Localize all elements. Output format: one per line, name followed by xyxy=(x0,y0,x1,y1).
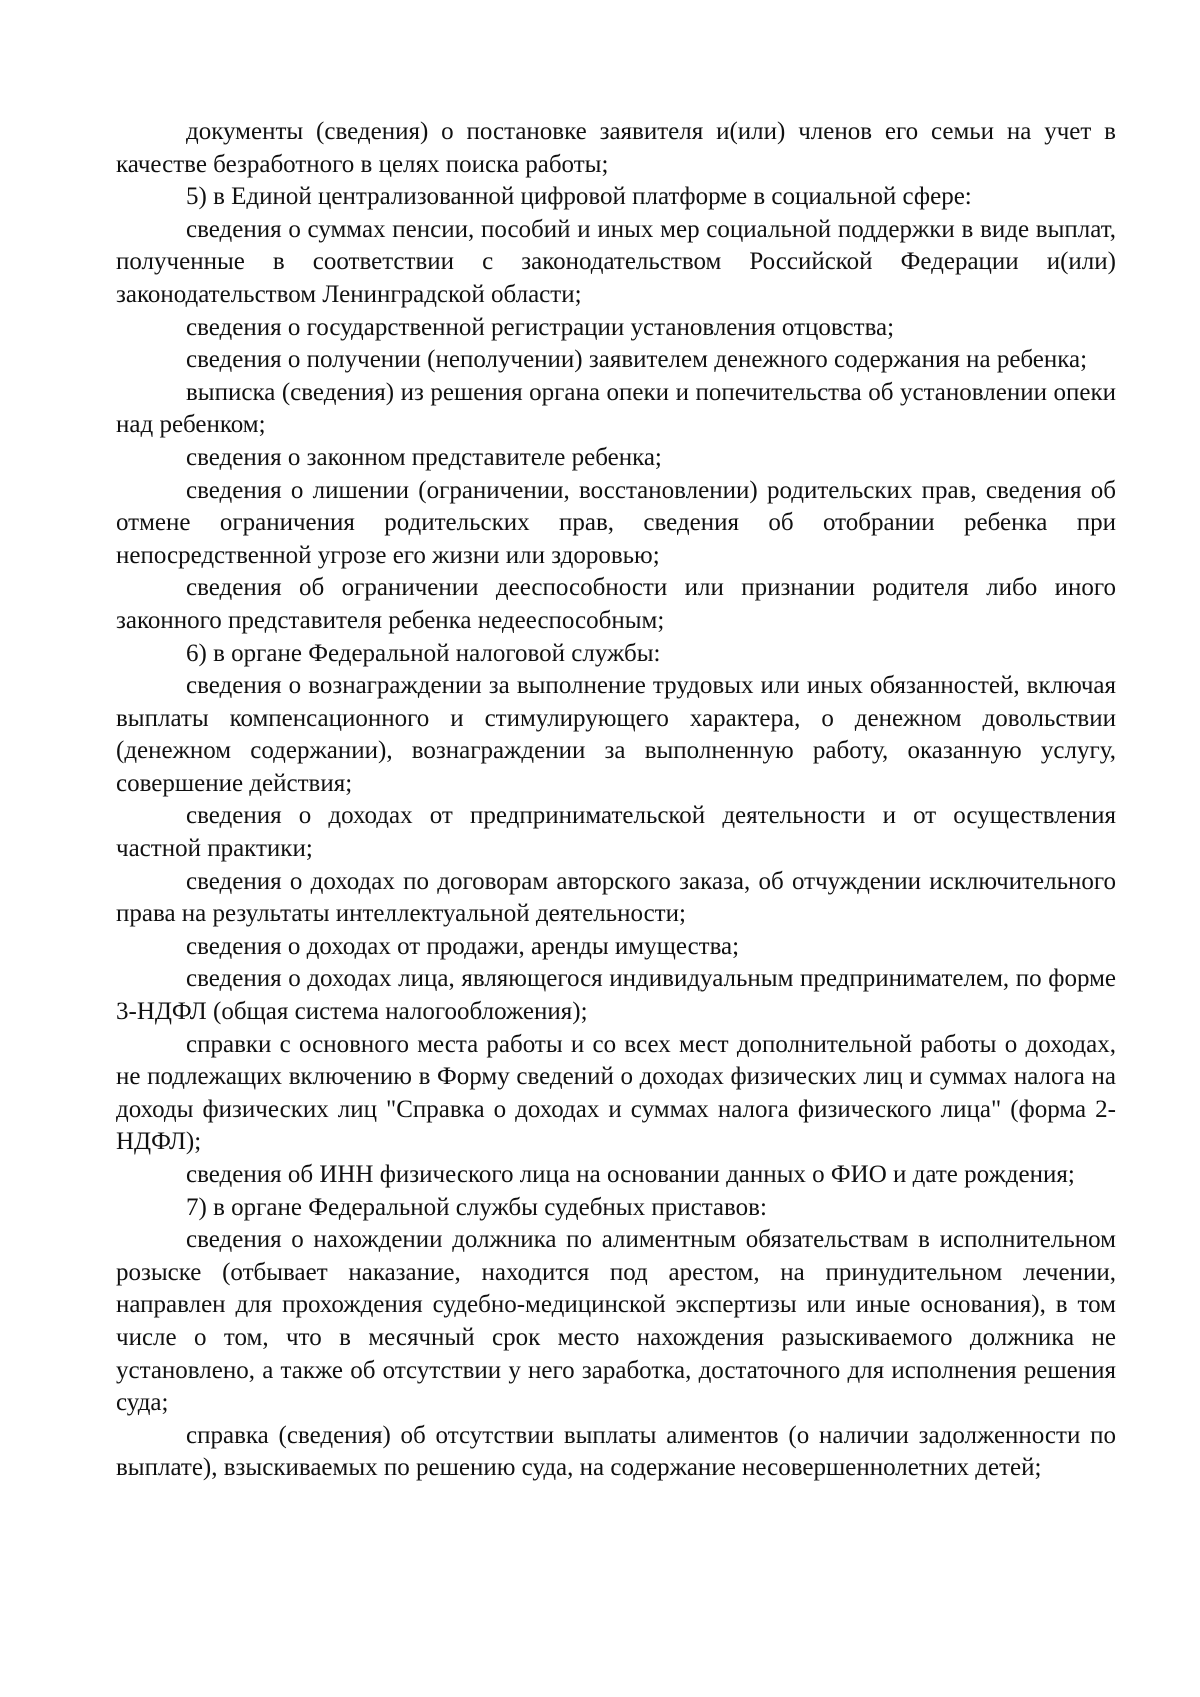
paragraph-inn-info: сведения об ИНН физического лица на основании данных о ФИО и дате рождения; xyxy=(186,1161,1075,1188)
paragraph-legal-capacity: сведения об ограничении дееспособности или признании родителя либо иного законного представителя ребенка недееспособным; xyxy=(116,574,1116,634)
paragraph-employment-remuneration: сведения о вознаграждении за выполнение трудовых или иных обязанностей, включая выплаты компенсационного и стимулирующего характера, о денежном довольствии (денежном содержании), вознаграждении за выполненную работу, оказанную услугу, совершение действия; xyxy=(116,672,1116,797)
paragraph-business-income: сведения о доходах от предпринимательской деятельности и от осуществления частной практики; xyxy=(116,802,1116,863)
item-6-heading: 6) в органе Федеральной налоговой службы: xyxy=(186,639,661,667)
paragraph-3ndfl-income: сведения о доходах лица, являющегося индивидуальным предпринимателем, по форме 3-НДФЛ (общая система налогообложения); xyxy=(116,965,1116,1026)
paragraph-debtor-search: сведения о нахождении должника по алиментным обязательствам в исполнительном розыске (отбывает наказание, находится под арестом, на принудительном лечении, направлен для прохождения судебно-медицинской экспертизы или иные основания), в том числе о том, что в месячный срок место нахождения разыскиваемого должника не установлено, а также об отсутствии у него заработка, достаточного для исполнения решения суда; xyxy=(116,1226,1116,1417)
paragraph-pension-benefits: сведения о суммах пенсии, пособий и иных мер социальной поддержки в виде выплат, полученные в соответствии с законодательством Российской Федерации и(или) законодательством Ленинградской области; xyxy=(116,215,1116,308)
item-7-heading: 7) в органе Федеральной службы судебных приставов: xyxy=(186,1193,767,1221)
paragraph-copyright-income: сведения о доходах по договорам авторского заказа, об отчуждении исключительного права на результаты интеллектуальной деятельности; xyxy=(116,867,1116,928)
paragraph-child-support-receipt: сведения о получении (неполучении) заявителем денежного содержания на ребенка; xyxy=(186,346,1088,374)
document-page xyxy=(116,116,1116,1485)
item-5-heading: 5) в Единой централизованной цифровой платформе в социальной сфере: xyxy=(186,183,972,211)
paragraph-parental-rights: сведения о лишении (ограничении, восстановлении) родительских прав, сведения об отмене ограничения родительских прав, сведения об отобрании ребенка при непосредственной угрозе его жизни или здоровью; xyxy=(116,476,1116,569)
paragraph-legal-representative: сведения о законном представителе ребенка; xyxy=(186,443,662,471)
paragraph-paternity-registration: сведения о государственной регистрации установления отцовства; xyxy=(186,313,895,341)
paragraph-alimony-arrears: справка (сведения) об отсутствии выплаты алиментов (о наличии задолженности по выплате), взыскиваемых по решению суда, на содержание несовершеннолетних детей; xyxy=(116,1421,1116,1482)
paragraph-property-income: сведения о доходах от продажи, аренды имущества; xyxy=(186,932,740,960)
paragraph-employment-certificates: справки с основного места работы и со всех мест дополнительной работы о доходах, не подлежащих включению в Форму сведений о доходах физических лиц и суммах налога на доходы физических лиц "Справка о доходах и суммах налога физического лица" (форма 2-НДФЛ); xyxy=(116,1030,1116,1156)
paragraph-unemployment-registration: документы (сведения) о постановке заявителя и(или) членов его семьи на учет в качестве безработного в целях поиска работы; xyxy=(116,118,1116,178)
paragraph-guardianship-extract: выписка (сведения) из решения органа опеки и попечительства об установлении опеки над ребенком; xyxy=(116,378,1116,439)
